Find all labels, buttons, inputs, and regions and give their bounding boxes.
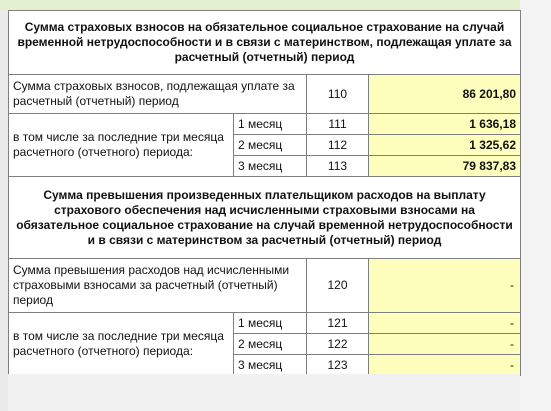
right-margin [520, 0, 551, 411]
section1-header-row [9, 11, 521, 75]
row-110-code: 110 [307, 75, 369, 114]
insurance-contributions-table [8, 10, 521, 376]
row-120-code: 120 [307, 259, 369, 313]
row-122-code: 122 [307, 334, 369, 355]
section1-header: Сумма страховых взносов на обязательное социальное страхование на случай временной нетрудоспособности и в связи с материнством, подлежащая уплате за расчетный (отчетный) период [9, 11, 521, 75]
row-111 [9, 114, 521, 135]
row-123-code: 123 [307, 355, 369, 376]
row-121 [9, 313, 521, 334]
report-sheet [8, 10, 520, 374]
row-112-value[interactable]: 1 325,62 [369, 135, 521, 156]
row-122-month: 2 месяц [234, 334, 307, 355]
row-120-label: Сумма превышения расходов над исчисленными страховыми взносами за расчетный (отчетный) период [9, 259, 307, 313]
section2-header: Сумма превышения произведенных плательщиком расходов на выплату страхового обеспечения над исчисленными страховыми взносами на обязательное социальное страхование на случай временной нетрудоспособности и в связи с материнством за расчетный (отчетный) период [9, 177, 521, 259]
row-122-value[interactable]: - [369, 334, 521, 355]
row-121-value[interactable]: - [369, 313, 521, 334]
row-111-code: 111 [307, 114, 369, 135]
row-110-value[interactable]: 86 201,80 [369, 75, 521, 114]
row-123-value[interactable]: - [369, 355, 521, 376]
row-113-value[interactable]: 79 837,83 [369, 156, 521, 177]
row-111-month: 1 месяц [234, 114, 307, 135]
page-bottom [8, 374, 520, 411]
row-121-code: 121 [307, 313, 369, 334]
left-margin [0, 10, 8, 411]
row-113-month: 3 месяц [234, 156, 307, 177]
section1-months-label: в том числе за последние три месяца расчетного (отчетного) периода: [9, 114, 234, 177]
section2-months-label: в том числе за последние три месяца расчетного (отчетного) периода: [9, 313, 234, 376]
row-113-code: 113 [307, 156, 369, 177]
row-120-value[interactable]: - [369, 259, 521, 313]
section2-header-row [9, 177, 521, 259]
top-strip [0, 0, 551, 10]
row-121-month: 1 месяц [234, 313, 307, 334]
row-123-month: 3 месяц [234, 355, 307, 376]
row-111-value[interactable]: 1 636,18 [369, 114, 521, 135]
row-112-month: 2 месяц [234, 135, 307, 156]
row-112-code: 112 [307, 135, 369, 156]
row-110-label: Сумма страховых взносов, подлежащая уплате за расчетный (отчетный) период [9, 75, 307, 114]
row-120 [9, 259, 521, 313]
row-110 [9, 75, 521, 114]
